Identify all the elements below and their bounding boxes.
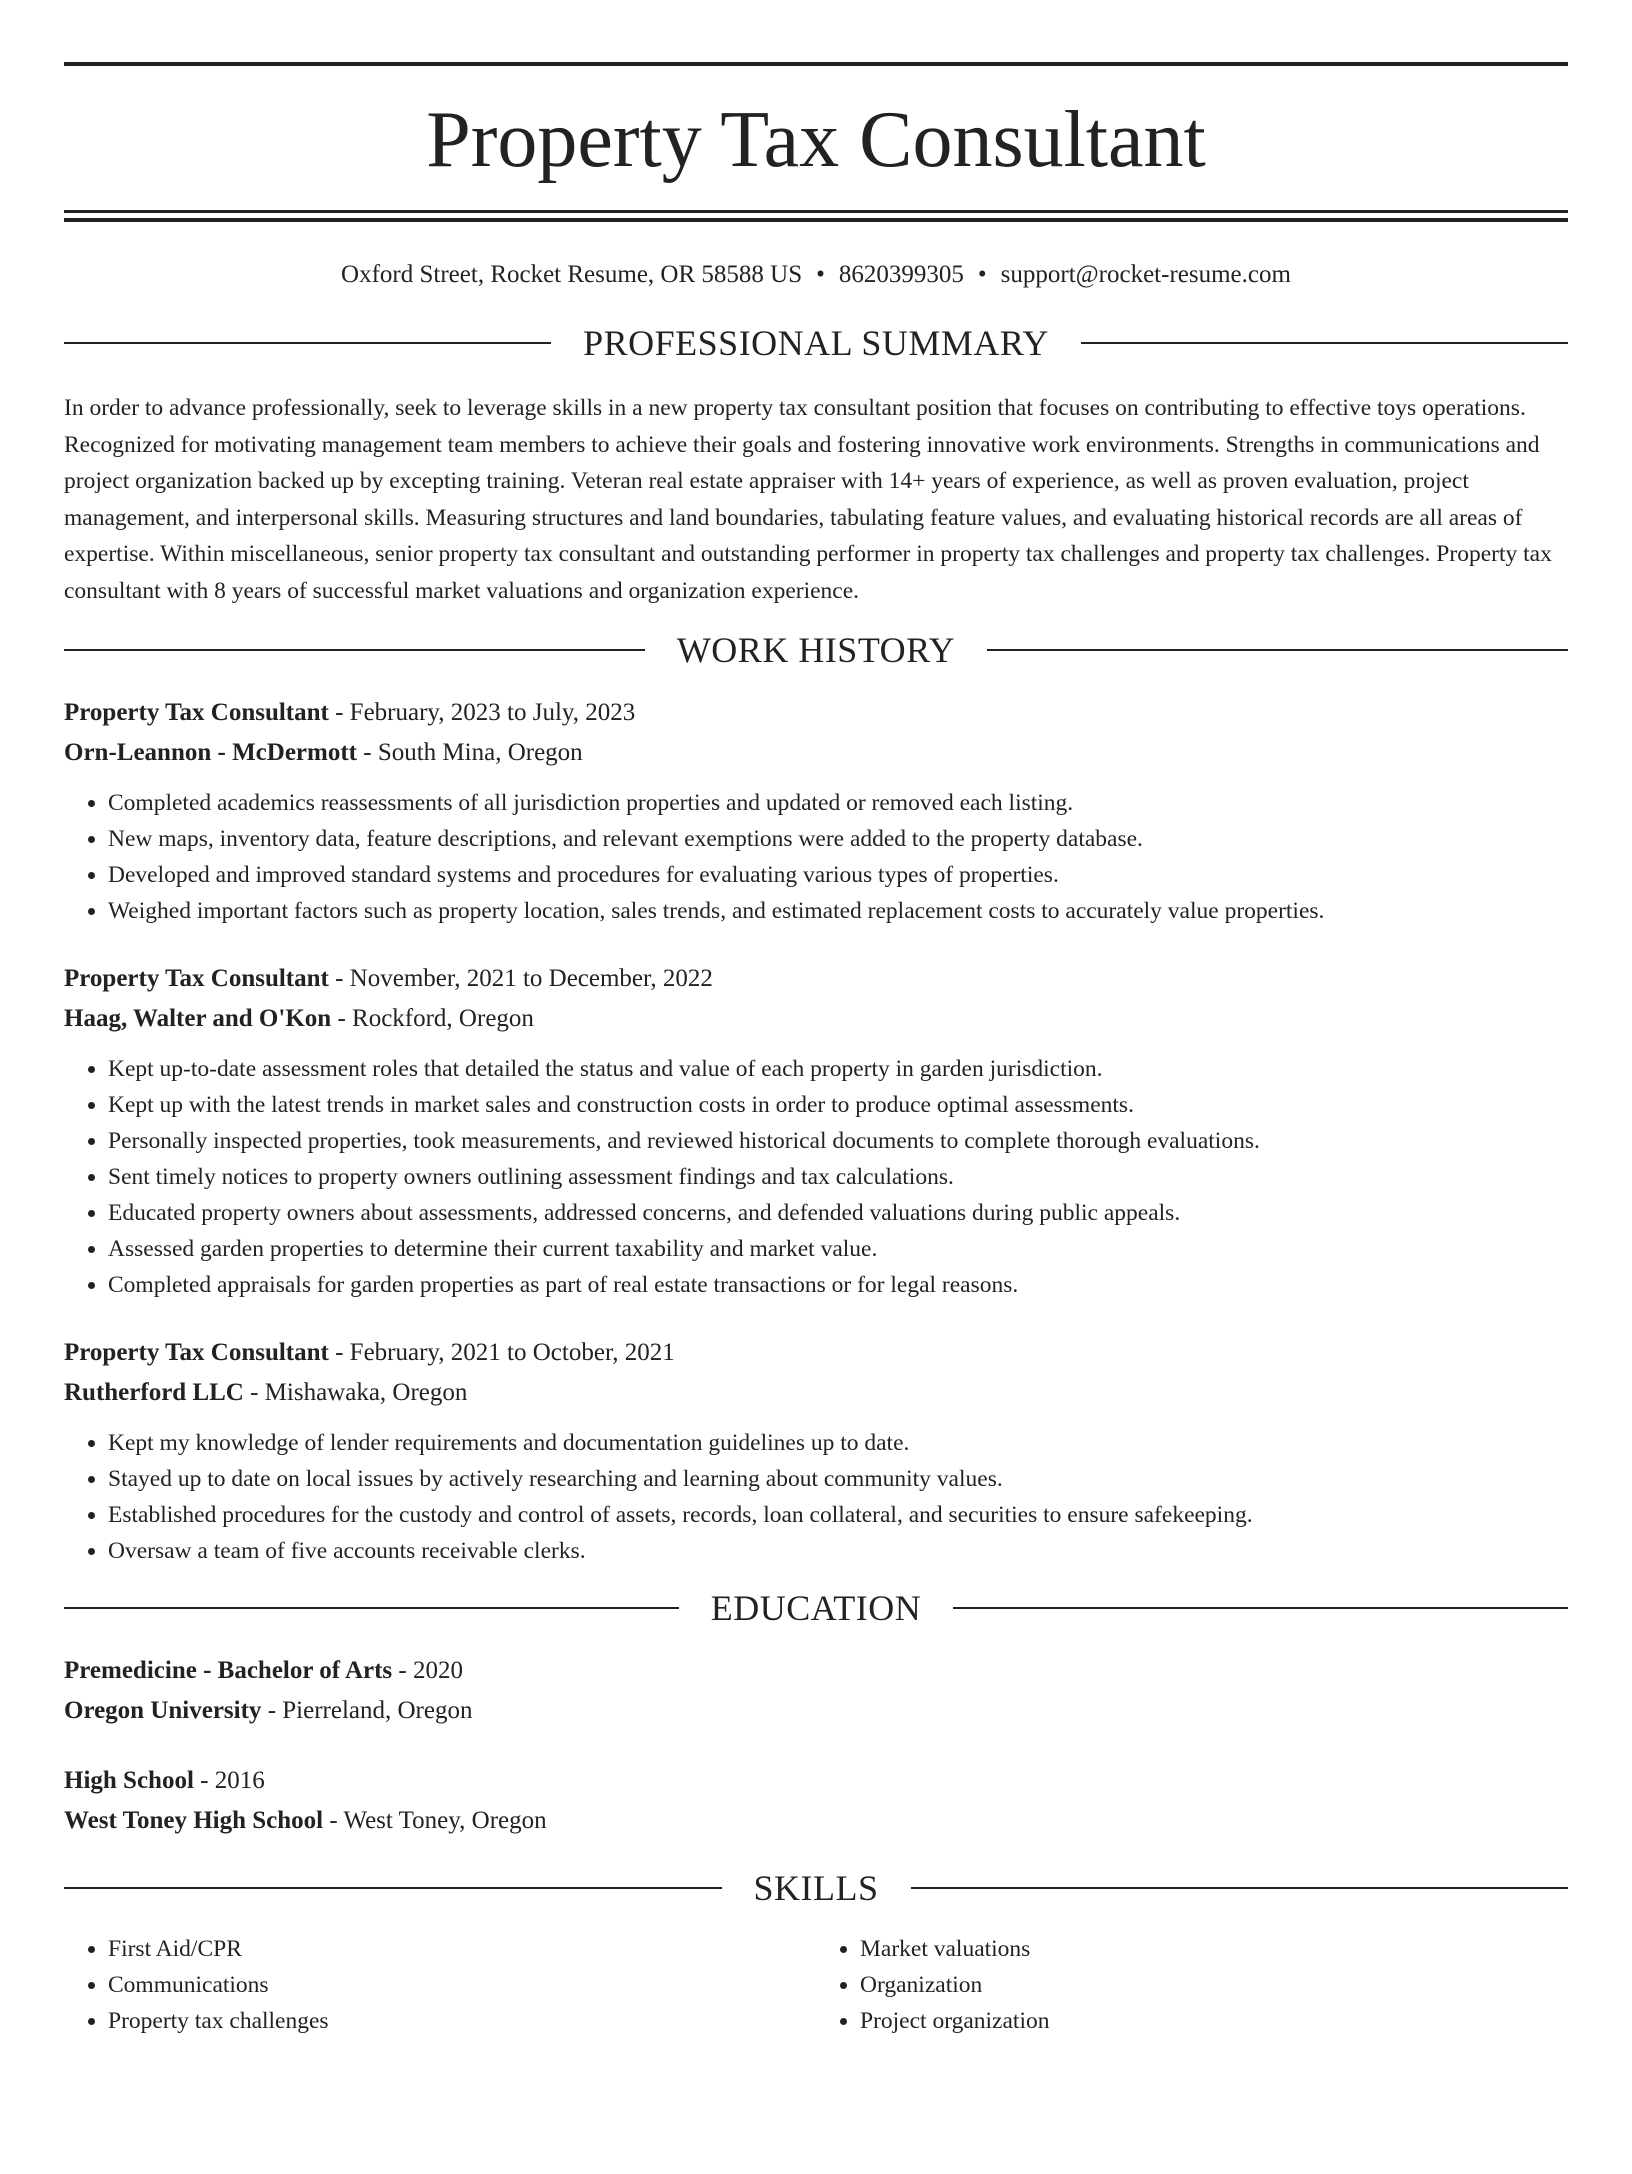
section-title: WORK HISTORY: [676, 630, 956, 670]
job-dates: - November, 2021 to December, 2022: [328, 965, 713, 992]
job-location: - Mishawaka, Oregon: [243, 1379, 468, 1406]
section-rule-right: [911, 1887, 1569, 1889]
job-bullet: • Personally inspected properties, took measurements, and reviewed historical documents to complete thorough evaluations.: [108, 1123, 1568, 1159]
job-org-line: [64, 1373, 1568, 1413]
job-bullet: • Kept up with the latest trends in market sales and construction costs in order to produce optimal assessments.: [108, 1087, 1568, 1123]
education-entry: [64, 1651, 1568, 1731]
job-bullets: [64, 785, 1568, 929]
job-title-line: [64, 693, 1568, 733]
contact-line: [64, 258, 1568, 292]
job-location: - Rockford, Oregon: [331, 1005, 534, 1032]
job-bullets: [64, 1051, 1568, 1303]
job-org-line: [64, 733, 1568, 773]
section-header-work: [64, 629, 1568, 671]
job-bullet: • Stayed up to date on local issues by actively researching and learning about community values.: [108, 1461, 1568, 1497]
education-degree-line: [64, 1761, 1568, 1801]
section-title: EDUCATION: [710, 1588, 922, 1628]
job-entry: [64, 959, 1568, 1303]
section-header-education: [64, 1587, 1568, 1629]
contact-address: Oxford Street, Rocket Resume, OR 58588 US: [341, 261, 803, 288]
job-entry: [64, 693, 1568, 929]
job-title-line: [64, 1333, 1568, 1373]
skill-item: • Market valuations: [860, 1931, 1568, 1967]
education-degree: Premedicine - Bachelor of Arts: [64, 1657, 393, 1684]
job-bullet: • Developed and improved standard systems and procedures for evaluating various types of properties.: [108, 857, 1568, 893]
job-company: Orn-Leannon - McDermott: [64, 739, 357, 766]
job-location: - South Mina, Oregon: [357, 739, 583, 766]
skill-item: • Communications: [108, 1967, 816, 2003]
job-bullet: • Established procedures for the custody and control of assets, records, loan collateral, and securities to ensure safekeeping.: [108, 1497, 1568, 1533]
education-year: - 2016: [193, 1767, 265, 1794]
header-double-rule: [64, 210, 1568, 222]
job-title: Property Tax Consultant: [64, 965, 329, 992]
job-bullet: • Kept my knowledge of lender requirements and documentation guidelines up to date.: [108, 1425, 1568, 1461]
section-rule-left: [64, 1887, 722, 1889]
section-rule-left: [64, 342, 551, 344]
header-top-rule: [64, 62, 1568, 66]
job-entry: [64, 1333, 1568, 1569]
education-school-line: [64, 1801, 1568, 1841]
skill-item: • First Aid/CPR: [108, 1931, 816, 1967]
job-company: Rutherford LLC: [64, 1379, 244, 1406]
contact-separator: •: [977, 261, 987, 288]
section-header-skills: [64, 1867, 1568, 1909]
education-entry: [64, 1761, 1568, 1841]
skills-column-right: [816, 1931, 1568, 2039]
education-school: West Toney High School: [64, 1807, 324, 1834]
section-title: PROFESSIONAL SUMMARY: [583, 323, 1049, 363]
job-dates: - February, 2021 to October, 2021: [328, 1339, 675, 1366]
job-bullet: • Sent timely notices to property owners outlining assessment findings and tax calculations.: [108, 1159, 1568, 1195]
section-rule-right: [953, 1607, 1568, 1609]
skill-item: • Property tax challenges: [108, 2003, 816, 2039]
summary-text: In order to advance professionally, seek to leverage skills in a new property tax consultant position that focuses on contributing to effective toys operations. Recognized for motivating management team members to achieve their goals and fostering innovative work environments. Strengths in communications and project organization backed up by excepting training. Veteran real estate appraiser with 14+ years of experience, as well as proven evaluation, project management, and interpersonal skills. Measuring structures and land boundaries, tabulating feature values, and evaluating historical records are all areas of expertise. Within miscellaneous, senior property tax consultant and outstanding performer in property tax challenges and property tax challenges. Property tax consultant with 8 years of successful market valuations and organization experience.: [64, 395, 1552, 604]
skill-item: • Organization: [860, 1967, 1568, 2003]
education-degree-line: [64, 1651, 1568, 1691]
job-title: Property Tax Consultant: [64, 1339, 329, 1366]
job-bullet: • Kept up-to-date assessment roles that detailed the status and value of each property in garden jurisdiction.: [108, 1051, 1568, 1087]
job-bullet: • Completed appraisals for garden properties as part of real estate transactions or for legal reasons.: [108, 1267, 1568, 1303]
education-location: - West Toney, Oregon: [323, 1807, 547, 1834]
job-org-line: [64, 999, 1568, 1039]
education-degree: High School: [64, 1767, 194, 1794]
resume-name: Property Tax Consultant: [426, 96, 1206, 184]
job-bullet: • New maps, inventory data, feature descriptions, and relevant exemptions were added to the property database.: [108, 821, 1568, 857]
job-bullet: • Educated property owners about assessments, addressed concerns, and defended valuations during public appeals.: [108, 1195, 1568, 1231]
section-title: SKILLS: [753, 1868, 879, 1908]
job-bullet: • Assessed garden properties to determine their current taxability and market value.: [108, 1231, 1568, 1267]
section-rule-left: [64, 1607, 679, 1609]
job-bullet: • Weighed important factors such as property location, sales trends, and estimated replacement costs to accurately value properties.: [108, 893, 1568, 929]
section-rule-left: [64, 649, 645, 651]
job-company: Haag, Walter and O'Kon: [64, 1005, 332, 1032]
job-title: Property Tax Consultant: [64, 699, 329, 726]
education-year: - 2020: [392, 1657, 463, 1684]
job-bullets: [64, 1425, 1568, 1569]
contact-email: support@rocket-resume.com: [1000, 261, 1291, 288]
section-header-summary: [64, 322, 1568, 364]
job-title-line: [64, 959, 1568, 999]
education-location: - Pierreland, Oregon: [261, 1697, 473, 1724]
job-bullet: • Oversaw a team of five accounts receivable clerks.: [108, 1533, 1568, 1569]
section-rule-right: [987, 649, 1568, 651]
section-rule-right: [1081, 342, 1568, 344]
job-dates: - February, 2023 to July, 2023: [328, 699, 636, 726]
skills-column-left: [64, 1931, 816, 2039]
skill-item: • Project organization: [860, 2003, 1568, 2039]
resume-page: [0, 62, 1632, 2174]
job-bullet: • Completed academics reassessments of all jurisdiction properties and updated or removed each listing.: [108, 785, 1568, 821]
education-school-line: [64, 1691, 1568, 1731]
skills-grid: [64, 1931, 1568, 2039]
contact-separator: •: [816, 261, 825, 288]
contact-phone: 8620399305: [838, 261, 964, 288]
education-school: Oregon University: [64, 1697, 262, 1724]
